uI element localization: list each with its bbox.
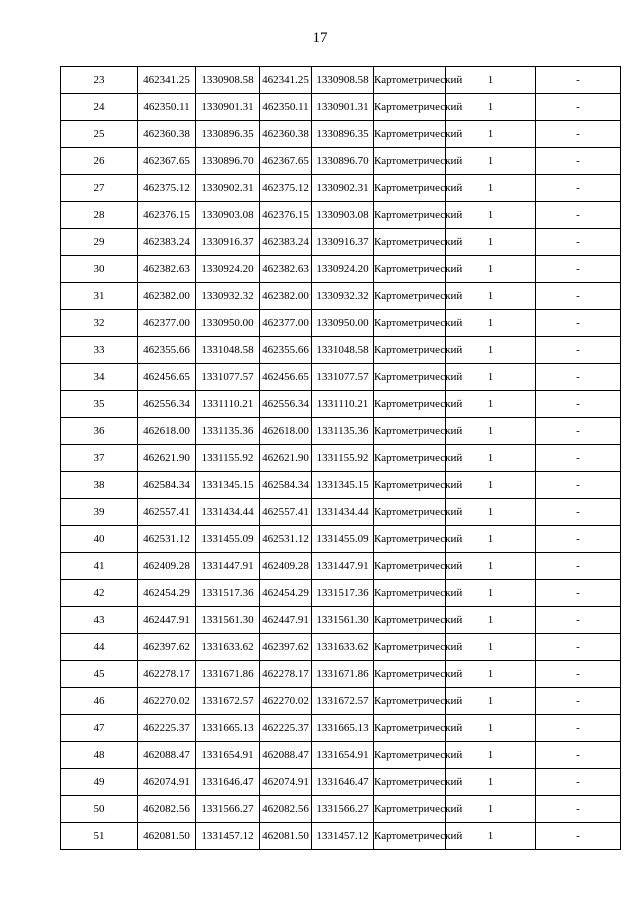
method-cell: Картометрический bbox=[374, 67, 446, 94]
x-coordinate-2-cell: 462367.65 bbox=[260, 148, 312, 175]
method-cell: Картометрический bbox=[374, 661, 446, 688]
method-cell: Картометрический bbox=[374, 472, 446, 499]
x-coordinate-cell: 462074.91 bbox=[138, 769, 196, 796]
point-number-cell: 42 bbox=[61, 580, 138, 607]
point-number-cell: 25 bbox=[61, 121, 138, 148]
x-coordinate-2-cell: 462377.00 bbox=[260, 310, 312, 337]
x-coordinate-cell: 462278.17 bbox=[138, 661, 196, 688]
point-number-cell: 50 bbox=[61, 796, 138, 823]
x-coordinate-cell: 462088.47 bbox=[138, 742, 196, 769]
x-coordinate-2-cell: 462088.47 bbox=[260, 742, 312, 769]
x-coordinate-2-cell: 462454.29 bbox=[260, 580, 312, 607]
y-coordinate-cell: 1331345.15 bbox=[196, 472, 260, 499]
accuracy-cell: 1 bbox=[446, 283, 536, 310]
note-cell: - bbox=[536, 256, 621, 283]
accuracy-cell: 1 bbox=[446, 796, 536, 823]
x-coordinate-2-cell: 462376.15 bbox=[260, 202, 312, 229]
table-row bbox=[61, 67, 621, 94]
table-row bbox=[61, 337, 621, 364]
table-row bbox=[61, 499, 621, 526]
accuracy-cell: 1 bbox=[446, 472, 536, 499]
note-cell: - bbox=[536, 94, 621, 121]
accuracy-cell: 1 bbox=[446, 688, 536, 715]
note-cell: - bbox=[536, 769, 621, 796]
point-number-cell: 29 bbox=[61, 229, 138, 256]
note-cell: - bbox=[536, 229, 621, 256]
y-coordinate-cell: 1330896.70 bbox=[196, 148, 260, 175]
accuracy-cell: 1 bbox=[446, 769, 536, 796]
y-coordinate-cell: 1331654.91 bbox=[196, 742, 260, 769]
table-row bbox=[61, 661, 621, 688]
point-number-cell: 46 bbox=[61, 688, 138, 715]
x-coordinate-2-cell: 462270.02 bbox=[260, 688, 312, 715]
y-coordinate-cell: 1331455.09 bbox=[196, 526, 260, 553]
y-coordinate-2-cell: 1330924.20 bbox=[312, 256, 374, 283]
table-row bbox=[61, 283, 621, 310]
x-coordinate-2-cell: 462531.12 bbox=[260, 526, 312, 553]
method-cell: Картометрический bbox=[374, 229, 446, 256]
table-row bbox=[61, 607, 621, 634]
x-coordinate-cell: 462376.15 bbox=[138, 202, 196, 229]
x-coordinate-cell: 462447.91 bbox=[138, 607, 196, 634]
y-coordinate-2-cell: 1331077.57 bbox=[312, 364, 374, 391]
method-cell: Картометрический bbox=[374, 742, 446, 769]
y-coordinate-cell: 1330916.37 bbox=[196, 229, 260, 256]
point-number-cell: 43 bbox=[61, 607, 138, 634]
x-coordinate-cell: 462360.38 bbox=[138, 121, 196, 148]
coordinates-table bbox=[60, 66, 621, 850]
x-coordinate-cell: 462382.63 bbox=[138, 256, 196, 283]
y-coordinate-cell: 1331665.13 bbox=[196, 715, 260, 742]
method-cell: Картометрический bbox=[374, 580, 446, 607]
method-cell: Картометрический bbox=[374, 553, 446, 580]
accuracy-cell: 1 bbox=[446, 580, 536, 607]
note-cell: - bbox=[536, 283, 621, 310]
note-cell: - bbox=[536, 526, 621, 553]
y-coordinate-cell: 1330924.20 bbox=[196, 256, 260, 283]
table-row bbox=[61, 445, 621, 472]
note-cell: - bbox=[536, 121, 621, 148]
point-number-cell: 30 bbox=[61, 256, 138, 283]
table-row bbox=[61, 364, 621, 391]
point-number-cell: 35 bbox=[61, 391, 138, 418]
y-coordinate-2-cell: 1331654.91 bbox=[312, 742, 374, 769]
note-cell: - bbox=[536, 445, 621, 472]
x-coordinate-cell: 462531.12 bbox=[138, 526, 196, 553]
table-row bbox=[61, 526, 621, 553]
y-coordinate-cell: 1331110.21 bbox=[196, 391, 260, 418]
x-coordinate-cell: 462621.90 bbox=[138, 445, 196, 472]
note-cell: - bbox=[536, 715, 621, 742]
note-cell: - bbox=[536, 391, 621, 418]
point-number-cell: 49 bbox=[61, 769, 138, 796]
method-cell: Картометрический bbox=[374, 823, 446, 850]
note-cell: - bbox=[536, 67, 621, 94]
point-number-cell: 34 bbox=[61, 364, 138, 391]
table-row bbox=[61, 418, 621, 445]
y-coordinate-2-cell: 1330932.32 bbox=[312, 283, 374, 310]
y-coordinate-cell: 1330901.31 bbox=[196, 94, 260, 121]
method-cell: Картометрический bbox=[374, 283, 446, 310]
accuracy-cell: 1 bbox=[446, 364, 536, 391]
x-coordinate-cell: 462409.28 bbox=[138, 553, 196, 580]
point-number-cell: 28 bbox=[61, 202, 138, 229]
y-coordinate-cell: 1330896.35 bbox=[196, 121, 260, 148]
y-coordinate-2-cell: 1331457.12 bbox=[312, 823, 374, 850]
note-cell: - bbox=[536, 418, 621, 445]
method-cell: Картометрический bbox=[374, 364, 446, 391]
method-cell: Картометрический bbox=[374, 796, 446, 823]
method-cell: Картометрический bbox=[374, 148, 446, 175]
method-cell: Картометрический bbox=[374, 769, 446, 796]
table-row bbox=[61, 121, 621, 148]
point-number-cell: 41 bbox=[61, 553, 138, 580]
method-cell: Картометрический bbox=[374, 607, 446, 634]
y-coordinate-2-cell: 1331517.36 bbox=[312, 580, 374, 607]
note-cell: - bbox=[536, 661, 621, 688]
table-row bbox=[61, 472, 621, 499]
method-cell: Картометрический bbox=[374, 445, 446, 472]
y-coordinate-cell: 1331517.36 bbox=[196, 580, 260, 607]
accuracy-cell: 1 bbox=[446, 499, 536, 526]
x-coordinate-cell: 462383.24 bbox=[138, 229, 196, 256]
y-coordinate-2-cell: 1330903.08 bbox=[312, 202, 374, 229]
method-cell: Картометрический bbox=[374, 202, 446, 229]
note-cell: - bbox=[536, 472, 621, 499]
accuracy-cell: 1 bbox=[446, 661, 536, 688]
y-coordinate-2-cell: 1331110.21 bbox=[312, 391, 374, 418]
point-number-cell: 23 bbox=[61, 67, 138, 94]
y-coordinate-2-cell: 1331447.91 bbox=[312, 553, 374, 580]
x-coordinate-cell: 462367.65 bbox=[138, 148, 196, 175]
x-coordinate-2-cell: 462382.00 bbox=[260, 283, 312, 310]
x-coordinate-2-cell: 462618.00 bbox=[260, 418, 312, 445]
accuracy-cell: 1 bbox=[446, 418, 536, 445]
y-coordinate-cell: 1331155.92 bbox=[196, 445, 260, 472]
note-cell: - bbox=[536, 148, 621, 175]
table-row bbox=[61, 94, 621, 121]
y-coordinate-2-cell: 1330896.35 bbox=[312, 121, 374, 148]
y-coordinate-cell: 1331457.12 bbox=[196, 823, 260, 850]
x-coordinate-2-cell: 462383.24 bbox=[260, 229, 312, 256]
method-cell: Картометрический bbox=[374, 418, 446, 445]
note-cell: - bbox=[536, 499, 621, 526]
note-cell: - bbox=[536, 823, 621, 850]
y-coordinate-2-cell: 1330908.58 bbox=[312, 67, 374, 94]
y-coordinate-cell: 1331646.47 bbox=[196, 769, 260, 796]
x-coordinate-2-cell: 462447.91 bbox=[260, 607, 312, 634]
y-coordinate-cell: 1331434.44 bbox=[196, 499, 260, 526]
y-coordinate-2-cell: 1331671.86 bbox=[312, 661, 374, 688]
point-number-cell: 44 bbox=[61, 634, 138, 661]
y-coordinate-2-cell: 1330950.00 bbox=[312, 310, 374, 337]
accuracy-cell: 1 bbox=[446, 607, 536, 634]
x-coordinate-2-cell: 462350.11 bbox=[260, 94, 312, 121]
y-coordinate-2-cell: 1331672.57 bbox=[312, 688, 374, 715]
table-row bbox=[61, 823, 621, 850]
x-coordinate-2-cell: 462278.17 bbox=[260, 661, 312, 688]
x-coordinate-2-cell: 462355.66 bbox=[260, 337, 312, 364]
point-number-cell: 39 bbox=[61, 499, 138, 526]
x-coordinate-cell: 462382.00 bbox=[138, 283, 196, 310]
y-coordinate-cell: 1330932.32 bbox=[196, 283, 260, 310]
point-number-cell: 32 bbox=[61, 310, 138, 337]
accuracy-cell: 1 bbox=[446, 94, 536, 121]
x-coordinate-cell: 462557.41 bbox=[138, 499, 196, 526]
accuracy-cell: 1 bbox=[446, 553, 536, 580]
x-coordinate-2-cell: 462081.50 bbox=[260, 823, 312, 850]
x-coordinate-2-cell: 462397.62 bbox=[260, 634, 312, 661]
accuracy-cell: 1 bbox=[446, 634, 536, 661]
x-coordinate-2-cell: 462360.38 bbox=[260, 121, 312, 148]
note-cell: - bbox=[536, 688, 621, 715]
y-coordinate-2-cell: 1330896.70 bbox=[312, 148, 374, 175]
point-number-cell: 38 bbox=[61, 472, 138, 499]
point-number-cell: 51 bbox=[61, 823, 138, 850]
note-cell: - bbox=[536, 553, 621, 580]
table-row bbox=[61, 148, 621, 175]
y-coordinate-cell: 1331633.62 bbox=[196, 634, 260, 661]
accuracy-cell: 1 bbox=[446, 148, 536, 175]
point-number-cell: 27 bbox=[61, 175, 138, 202]
x-coordinate-cell: 462454.29 bbox=[138, 580, 196, 607]
method-cell: Картометрический bbox=[374, 526, 446, 553]
point-number-cell: 36 bbox=[61, 418, 138, 445]
table-row bbox=[61, 256, 621, 283]
y-coordinate-2-cell: 1330902.31 bbox=[312, 175, 374, 202]
y-coordinate-cell: 1331048.58 bbox=[196, 337, 260, 364]
y-coordinate-2-cell: 1331345.15 bbox=[312, 472, 374, 499]
note-cell: - bbox=[536, 580, 621, 607]
method-cell: Картометрический bbox=[374, 391, 446, 418]
y-coordinate-2-cell: 1331561.30 bbox=[312, 607, 374, 634]
method-cell: Картометрический bbox=[374, 175, 446, 202]
method-cell: Картометрический bbox=[374, 337, 446, 364]
note-cell: - bbox=[536, 634, 621, 661]
method-cell: Картометрический bbox=[374, 499, 446, 526]
y-coordinate-cell: 1331561.30 bbox=[196, 607, 260, 634]
table-row bbox=[61, 796, 621, 823]
y-coordinate-cell: 1331135.36 bbox=[196, 418, 260, 445]
accuracy-cell: 1 bbox=[446, 121, 536, 148]
table-row bbox=[61, 634, 621, 661]
table-body bbox=[61, 67, 621, 850]
accuracy-cell: 1 bbox=[446, 742, 536, 769]
accuracy-cell: 1 bbox=[446, 445, 536, 472]
note-cell: - bbox=[536, 175, 621, 202]
x-coordinate-2-cell: 462082.56 bbox=[260, 796, 312, 823]
method-cell: Картометрический bbox=[374, 634, 446, 661]
method-cell: Картометрический bbox=[374, 688, 446, 715]
x-coordinate-cell: 462341.25 bbox=[138, 67, 196, 94]
x-coordinate-2-cell: 462621.90 bbox=[260, 445, 312, 472]
table-row bbox=[61, 769, 621, 796]
x-coordinate-2-cell: 462074.91 bbox=[260, 769, 312, 796]
point-number-cell: 26 bbox=[61, 148, 138, 175]
y-coordinate-cell: 1330908.58 bbox=[196, 67, 260, 94]
x-coordinate-2-cell: 462409.28 bbox=[260, 553, 312, 580]
method-cell: Картометрический bbox=[374, 715, 446, 742]
note-cell: - bbox=[536, 796, 621, 823]
x-coordinate-2-cell: 462341.25 bbox=[260, 67, 312, 94]
point-number-cell: 48 bbox=[61, 742, 138, 769]
x-coordinate-2-cell: 462556.34 bbox=[260, 391, 312, 418]
x-coordinate-cell: 462584.34 bbox=[138, 472, 196, 499]
method-cell: Картометрический bbox=[374, 310, 446, 337]
table-row bbox=[61, 310, 621, 337]
accuracy-cell: 1 bbox=[446, 391, 536, 418]
y-coordinate-2-cell: 1330916.37 bbox=[312, 229, 374, 256]
accuracy-cell: 1 bbox=[446, 715, 536, 742]
y-coordinate-2-cell: 1331048.58 bbox=[312, 337, 374, 364]
x-coordinate-cell: 462456.65 bbox=[138, 364, 196, 391]
x-coordinate-2-cell: 462382.63 bbox=[260, 256, 312, 283]
method-cell: Картометрический bbox=[374, 94, 446, 121]
accuracy-cell: 1 bbox=[446, 526, 536, 553]
accuracy-cell: 1 bbox=[446, 67, 536, 94]
accuracy-cell: 1 bbox=[446, 823, 536, 850]
method-cell: Картометрический bbox=[374, 256, 446, 283]
point-number-cell: 31 bbox=[61, 283, 138, 310]
accuracy-cell: 1 bbox=[446, 256, 536, 283]
table-row bbox=[61, 715, 621, 742]
y-coordinate-cell: 1330950.00 bbox=[196, 310, 260, 337]
y-coordinate-2-cell: 1330901.31 bbox=[312, 94, 374, 121]
point-number-cell: 37 bbox=[61, 445, 138, 472]
point-number-cell: 40 bbox=[61, 526, 138, 553]
x-coordinate-cell: 462618.00 bbox=[138, 418, 196, 445]
note-cell: - bbox=[536, 607, 621, 634]
table-row bbox=[61, 391, 621, 418]
x-coordinate-cell: 462081.50 bbox=[138, 823, 196, 850]
y-coordinate-cell: 1331447.91 bbox=[196, 553, 260, 580]
table-row bbox=[61, 175, 621, 202]
table-row bbox=[61, 580, 621, 607]
y-coordinate-2-cell: 1331646.47 bbox=[312, 769, 374, 796]
y-coordinate-2-cell: 1331665.13 bbox=[312, 715, 374, 742]
table-row bbox=[61, 229, 621, 256]
note-cell: - bbox=[536, 337, 621, 364]
y-coordinate-cell: 1331566.27 bbox=[196, 796, 260, 823]
accuracy-cell: 1 bbox=[446, 175, 536, 202]
y-coordinate-2-cell: 1331434.44 bbox=[312, 499, 374, 526]
table-row bbox=[61, 553, 621, 580]
x-coordinate-cell: 462350.11 bbox=[138, 94, 196, 121]
x-coordinate-cell: 462375.12 bbox=[138, 175, 196, 202]
x-coordinate-cell: 462355.66 bbox=[138, 337, 196, 364]
accuracy-cell: 1 bbox=[446, 202, 536, 229]
table-row bbox=[61, 742, 621, 769]
note-cell: - bbox=[536, 310, 621, 337]
y-coordinate-2-cell: 1331135.36 bbox=[312, 418, 374, 445]
y-coordinate-cell: 1331672.57 bbox=[196, 688, 260, 715]
y-coordinate-2-cell: 1331455.09 bbox=[312, 526, 374, 553]
page-number: 17 bbox=[312, 30, 328, 46]
x-coordinate-cell: 462082.56 bbox=[138, 796, 196, 823]
accuracy-cell: 1 bbox=[446, 229, 536, 256]
x-coordinate-2-cell: 462225.37 bbox=[260, 715, 312, 742]
accuracy-cell: 1 bbox=[446, 310, 536, 337]
method-cell: Картометрический bbox=[374, 121, 446, 148]
y-coordinate-2-cell: 1331155.92 bbox=[312, 445, 374, 472]
y-coordinate-cell: 1330902.31 bbox=[196, 175, 260, 202]
x-coordinate-2-cell: 462557.41 bbox=[260, 499, 312, 526]
point-number-cell: 47 bbox=[61, 715, 138, 742]
note-cell: - bbox=[536, 364, 621, 391]
x-coordinate-cell: 462377.00 bbox=[138, 310, 196, 337]
point-number-cell: 33 bbox=[61, 337, 138, 364]
y-coordinate-2-cell: 1331566.27 bbox=[312, 796, 374, 823]
y-coordinate-cell: 1331077.57 bbox=[196, 364, 260, 391]
y-coordinate-2-cell: 1331633.62 bbox=[312, 634, 374, 661]
note-cell: - bbox=[536, 202, 621, 229]
table-row bbox=[61, 202, 621, 229]
note-cell: - bbox=[536, 742, 621, 769]
table-row bbox=[61, 688, 621, 715]
y-coordinate-cell: 1330903.08 bbox=[196, 202, 260, 229]
x-coordinate-cell: 462225.37 bbox=[138, 715, 196, 742]
x-coordinate-2-cell: 462375.12 bbox=[260, 175, 312, 202]
x-coordinate-cell: 462270.02 bbox=[138, 688, 196, 715]
x-coordinate-2-cell: 462456.65 bbox=[260, 364, 312, 391]
x-coordinate-2-cell: 462584.34 bbox=[260, 472, 312, 499]
point-number-cell: 24 bbox=[61, 94, 138, 121]
accuracy-cell: 1 bbox=[446, 337, 536, 364]
x-coordinate-cell: 462556.34 bbox=[138, 391, 196, 418]
point-number-cell: 45 bbox=[61, 661, 138, 688]
x-coordinate-cell: 462397.62 bbox=[138, 634, 196, 661]
y-coordinate-cell: 1331671.86 bbox=[196, 661, 260, 688]
